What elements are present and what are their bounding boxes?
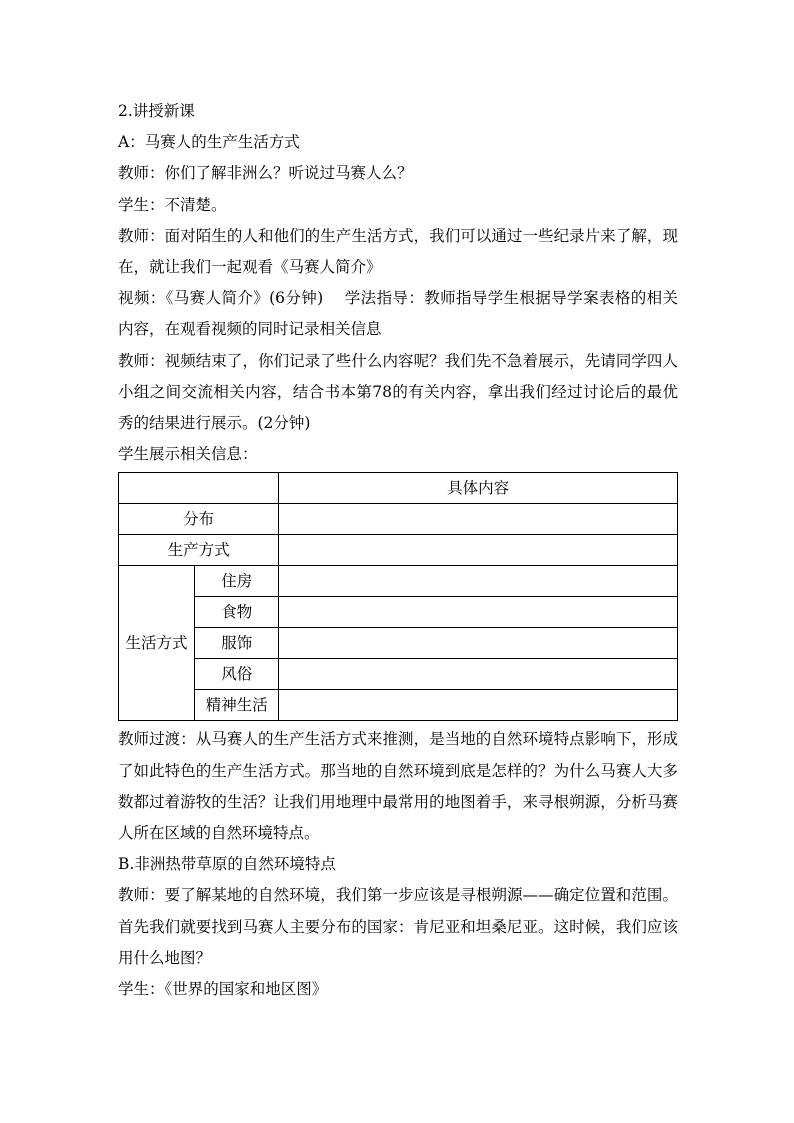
table-cell [279,566,678,597]
teacher-transition-paragraph: 教师过渡：从马赛人的生产生活方式来推测，是当地的自然环境特点影响下，形成了如此特色的生产生活方式。那当地的自然环境到底是怎样的？为什么马赛人大多数都过着游牧的生活？让我们用地理中最常用的地图着手，来寻根朔源，分析马赛人所在区域的自然环境特点。 [118,730,678,842]
teacher-paragraph-2: 教师：面对陌生的人和他们的生产生活方式，我们可以通过一些纪录片来了解，现在，就让我们一起观看《马赛人简介》 [118,226,678,276]
table-row [119,566,678,597]
table-corner-cell [119,473,279,504]
row-label-spiritual: 精神生活 [195,690,279,721]
row-label-customs: 风俗 [195,659,279,690]
row-label-housing: 住房 [195,566,279,597]
student-answer-1: 学生：不清楚。 [118,195,227,214]
table-cell [279,628,678,659]
student-show-label: 学生展示相关信息： [118,445,258,464]
table-cell [279,659,678,690]
table-row [119,473,678,504]
teacher-paragraph-4: 教师：要了解某地的自然环境，我们第一步应该是寻根朔源——确定位置和范围。首先我们就要找到马赛人主要分布的国家：肯尼亚和坦桑尼亚。这时候，我们应该用什么地图？ [118,886,678,967]
table-row [119,535,678,566]
table-cell [279,690,678,721]
table-cell [279,504,678,535]
table-row [119,597,678,628]
table-header-cell: 具体内容 [279,473,678,504]
row-label-distribution: 分布 [119,504,279,535]
teacher-paragraph-3: 教师：视频结束了，你们记录了些什么内容呢？我们先不急着展示，先请同学四人小组之间交流相关内容，结合书本第78的有关内容，拿出我们经过讨论后的最优秀的结果进行展示。(2分钟) [118,351,678,432]
table-row [119,628,678,659]
row-label-production: 生产方式 [119,535,279,566]
table-row [119,504,678,535]
teacher-question-1: 教师：你们了解非洲么？听说过马赛人么？ [118,164,413,183]
section-heading: 2.讲授新课 [118,102,195,120]
subsection-a-title: A：马赛人的生产生活方式 [118,133,300,152]
video-paragraph: 视频：《马赛人简介》(6分钟) 学法指导：教师指导学生根据导学案表格的相关内容，在观看视频的同时记录相关信息 [118,289,678,339]
row-label-food: 食物 [195,597,279,628]
lifestyle-table [118,472,678,721]
table-cell [279,535,678,566]
student-answer-4: 学生：《世界的国家和地区图》 [118,979,328,998]
table-row [119,690,678,721]
table-cell [279,597,678,628]
row-label-clothing: 服饰 [195,628,279,659]
document-page [118,96,678,1005]
table-row [119,659,678,690]
row-label-lifestyle: 生活方式 [119,566,195,721]
subsection-b-title: B.非洲热带草原的自然环境特点 [118,855,336,874]
